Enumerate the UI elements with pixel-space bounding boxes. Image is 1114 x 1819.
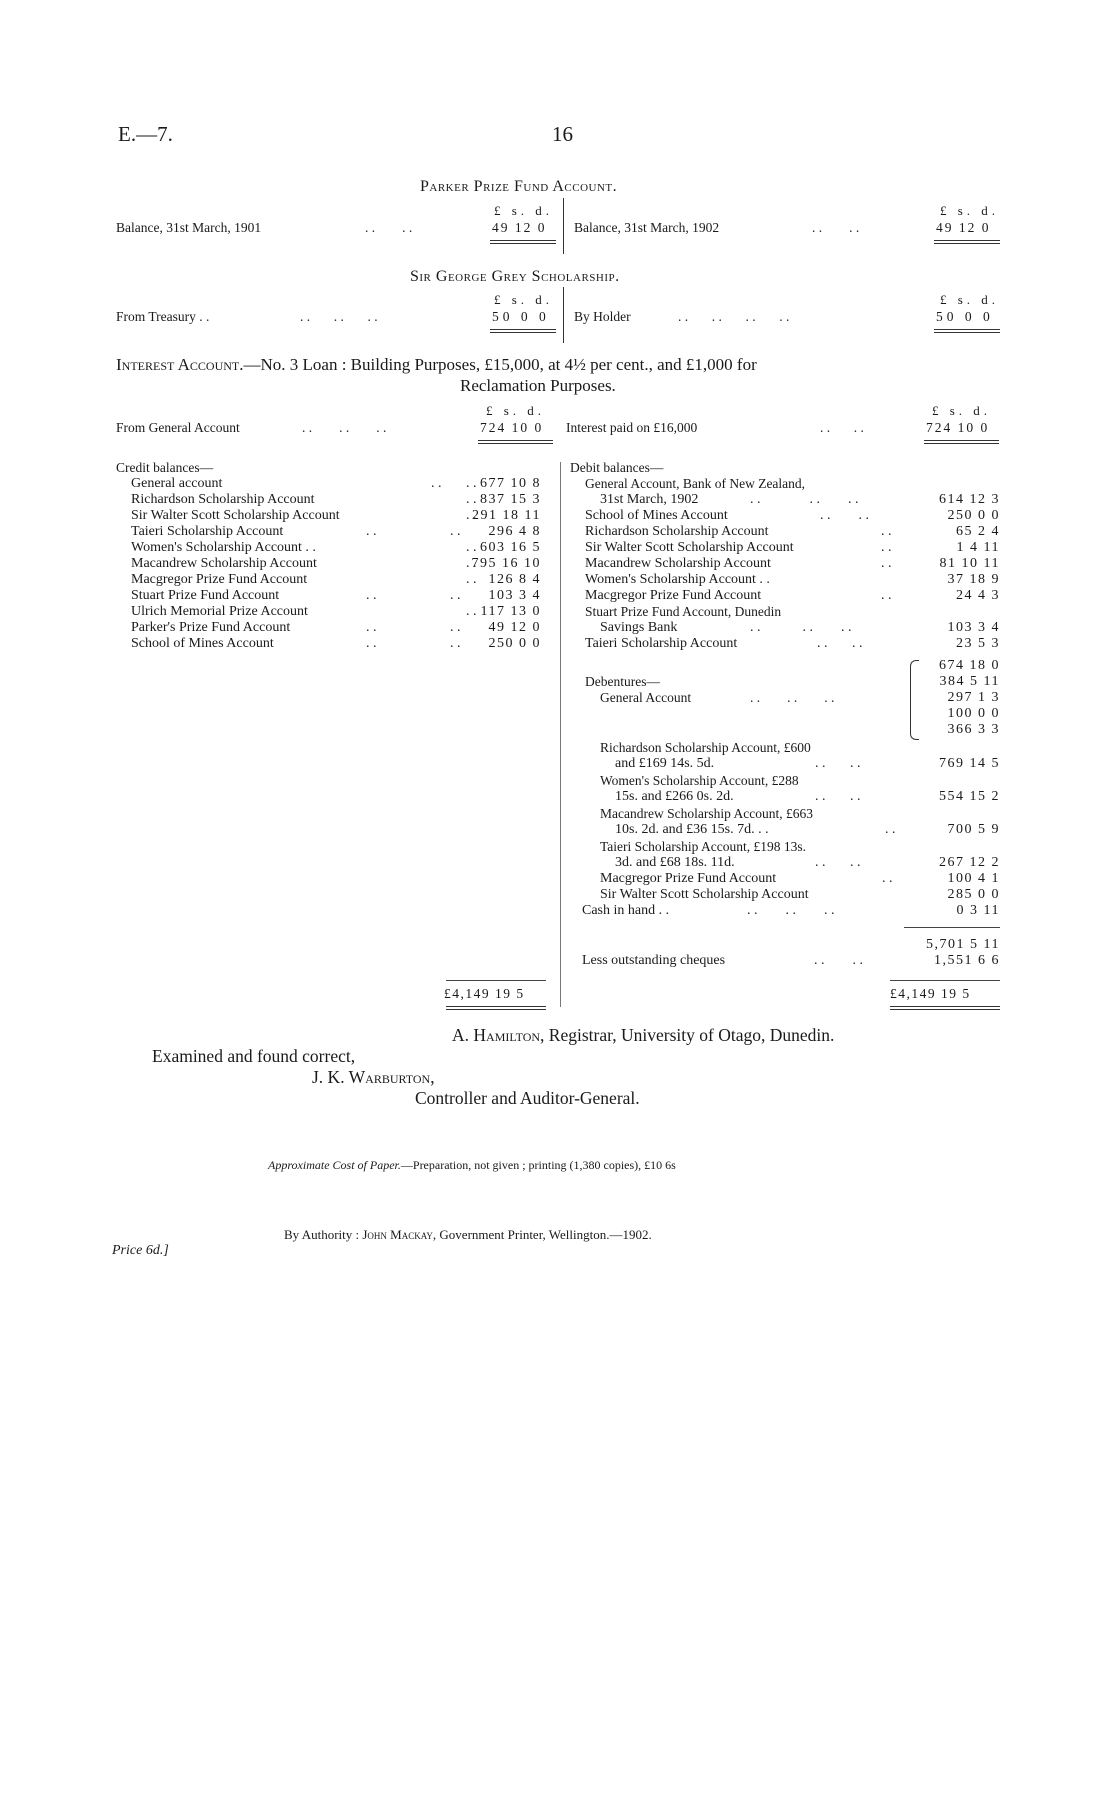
credit-label: Ulrich Memorial Prize Account	[131, 604, 308, 619]
debit-stuart-line2: Savings Bank	[600, 620, 678, 635]
credit-total-rule-bottom	[446, 1006, 546, 1010]
debit-label: Women's Scholarship Account . .	[585, 572, 770, 587]
cash-label: Cash in hand . .	[582, 903, 670, 918]
debit-leader: . . . .	[815, 789, 861, 804]
document-code: E.—7.	[118, 122, 173, 146]
debit-amount: 100 4 1	[947, 871, 1000, 886]
auditor-title: Controller and Auditor-General.	[415, 1088, 640, 1108]
debit-taieri-row	[585, 636, 1000, 652]
parker-left-label: Balance, 31st March, 1901	[116, 220, 262, 235]
credit-label: General account	[131, 476, 223, 491]
debit-total-rule-top	[890, 980, 1000, 981]
grey-left-rule	[490, 329, 556, 333]
grey-lsd-right: £ s. d.	[940, 292, 1000, 307]
interest-left-label: From General Account	[116, 420, 240, 435]
debit-amount: 267 12 2	[939, 855, 1000, 870]
credit-leader: . . . .	[366, 620, 461, 635]
taieri2-row	[615, 855, 1000, 871]
page-number: 16	[552, 122, 573, 146]
credit-amount: 117 13 0	[480, 604, 541, 619]
debentures-amount-row	[920, 722, 1000, 738]
credit-leader: . .	[431, 604, 477, 619]
authority-prefix: By Authority :	[284, 1227, 360, 1242]
credit-label: Macgregor Prize Fund Account	[131, 572, 308, 587]
cost-note	[268, 1158, 676, 1173]
debit-amount: 103 3 4	[947, 620, 1000, 635]
credit-amount: 291 18 11	[472, 508, 541, 523]
parker-left-leader: . . . .	[365, 220, 413, 235]
debentures-amount: 674 18 0	[939, 658, 1000, 673]
macandrew-line2: 10s. 2d. and £36 15s. 7d. . .	[615, 822, 769, 837]
credit-label: Women's Scholarship Account . .	[131, 540, 316, 555]
debit-stuart-line1: Stuart Prize Fund Account, Dunedin	[585, 604, 782, 619]
debit-stuart-row	[600, 620, 1000, 636]
interest-right-amount: 724 10 0	[926, 420, 990, 435]
debit-leader: . . . . . .	[747, 903, 835, 918]
credit-amount: 49 12 0	[488, 620, 541, 635]
debit-amount: 250 0 0	[947, 508, 1000, 523]
interest-left-amount: 724 10 0	[480, 420, 544, 435]
parker-right-label: Balance, 31st March, 1902	[574, 220, 720, 235]
interest-title-rest: —No. 3 Loan : Building Purposes, £15,000, at 4½ per cent., and £1,000 for	[243, 355, 757, 374]
debit-amount: 23 5 3	[956, 636, 1000, 651]
debentures-leader: . . . . . .	[750, 690, 835, 705]
credit-row	[131, 588, 541, 604]
credit-row	[131, 556, 541, 572]
debit-leader: . . . .	[817, 636, 863, 651]
credit-row	[131, 492, 541, 508]
credit-row	[131, 540, 541, 556]
parker-right-rule	[934, 240, 1000, 244]
cost-note-text: —Preparation, not given ; printing (1,380 copies), £10 6s	[400, 1158, 676, 1172]
debit-leader: . .	[881, 540, 892, 555]
debit-total: £4,149 19 5	[890, 986, 971, 1001]
credit-total-rule-top	[446, 980, 546, 981]
credit-leader: . .	[431, 556, 477, 571]
debentures-amount-row	[920, 674, 1000, 690]
credit-amount: 837 15 3	[480, 492, 541, 507]
debit-amount: 614 12 3	[939, 492, 1000, 507]
debit-label: Macgregor Prize Fund Account	[585, 588, 762, 603]
credit-label: Stuart Prize Fund Account	[131, 588, 280, 603]
grey-right-rule	[934, 329, 1000, 333]
parker-lsd-left: £ s. d.	[494, 203, 554, 218]
debit-leader: . . . .	[814, 953, 863, 968]
macgregor-row	[600, 871, 1000, 887]
credit-row	[131, 476, 541, 492]
debentures-amount: 297 1 3	[947, 690, 1000, 705]
debentures-amount: 100 0 0	[947, 706, 1000, 721]
interest-title-line2: Reclamation Purposes.	[460, 376, 616, 395]
less-label: Less outstanding cheques	[582, 953, 726, 968]
parker-right-amount: 49 12 0	[936, 220, 991, 235]
debit-leader: . . . . . .	[750, 492, 859, 507]
debit-amount: 0 3 11	[956, 903, 1000, 918]
credit-amount: 296 4 8	[488, 524, 541, 539]
debit-amount: 769 14 5	[939, 756, 1000, 771]
printer-authority	[284, 1227, 652, 1243]
grey-left-label: From Treasury . .	[116, 309, 210, 324]
macandrew-row	[615, 822, 1000, 838]
interest-title-sc: Interest Account.	[116, 355, 244, 374]
debit-leader: . .	[882, 871, 893, 886]
interest-lsd-right: £ s. d.	[932, 403, 992, 418]
parker-right-leader: . . . .	[812, 220, 860, 235]
debit-leader: . . . . . .	[750, 620, 852, 635]
interest-left-leader: . . . . . .	[302, 420, 387, 435]
interest-right-leader: . . . .	[820, 420, 864, 435]
scott-label: Sir Walter Scott Scholarship Account	[600, 887, 809, 902]
debit-amount: 81 10 11	[939, 556, 1000, 571]
debit-row	[585, 540, 1000, 556]
parker-left-amount: 49 12 0	[492, 220, 547, 235]
subtotal-row	[880, 937, 1000, 953]
debit-label: School of Mines Account	[585, 508, 728, 523]
grey-right-amount: 50 0 0	[936, 309, 994, 324]
credit-label: Richardson Scholarship Account	[131, 492, 315, 507]
debit-general-line2: 31st March, 1902	[600, 492, 699, 507]
credit-row	[131, 524, 541, 540]
debit-taieri-label: Taieri Scholarship Account	[585, 636, 738, 651]
parker-lsd-right: £ s. d.	[940, 203, 1000, 218]
credit-leader: . .	[431, 540, 477, 555]
credit-row	[131, 620, 541, 636]
debit-amount: 24 4 3	[956, 588, 1000, 603]
credit-label: Macandrew Scholarship Account	[131, 556, 317, 571]
debit-row	[585, 588, 1000, 604]
credit-leader: . .	[431, 572, 477, 587]
debit-amount: 554 15 2	[939, 789, 1000, 804]
grey-left-amount: 50 0 0	[492, 309, 550, 324]
richardson-line1: Richardson Scholarship Account, £600	[600, 740, 811, 755]
credit-row	[131, 604, 541, 620]
macgregor-label: Macgregor Prize Fund Account	[600, 871, 777, 886]
credit-amount: 126 8 4	[488, 572, 541, 587]
credit-label: Taieri Scholarship Account	[131, 524, 284, 539]
debit-general-line1: General Account, Bank of New Zealand,	[585, 476, 806, 491]
debit-leader: . .	[881, 556, 892, 571]
grey-lsd-left: £ s. d.	[494, 292, 554, 307]
debit-subtotal-rule	[904, 927, 1000, 928]
grey-left-leader: . . . . . .	[300, 309, 378, 324]
credit-label: Sir Walter Scott Scholarship Account	[131, 508, 340, 523]
credit-heading: Credit balances—	[116, 460, 214, 475]
womens-line1: Women's Scholarship Account, £288	[600, 773, 799, 788]
debit-row	[585, 524, 1000, 540]
registrar-name: A. Hamilton,	[452, 1025, 545, 1045]
debit-amount: 37 18 9	[947, 572, 1000, 587]
parker-title: Parker Prize Fund Account.	[420, 178, 618, 195]
credit-amount: 677 10 8	[480, 476, 541, 491]
printer-name: John Mackay,	[362, 1227, 437, 1242]
interest-right-rule	[924, 440, 999, 444]
debit-general-row	[600, 492, 1000, 508]
interest-left-rule	[478, 440, 553, 444]
registrar-signature	[452, 1025, 834, 1046]
grey-right-label: By Holder	[574, 309, 631, 324]
credit-label: School of Mines Account	[131, 636, 274, 651]
credit-leader: . . . .	[366, 636, 461, 651]
debentures-brace	[910, 660, 919, 740]
registrar-title: Registrar, University of Otago, Dunedin.	[548, 1025, 835, 1045]
credit-leader: . . . .	[366, 588, 461, 603]
credit-leader: . .	[431, 492, 477, 507]
debentures-amount-row	[920, 658, 1000, 674]
debit-subtotal: 5,701 5 11	[926, 937, 1000, 952]
debit-heading: Debit balances—	[570, 460, 664, 475]
debit-row	[585, 508, 1000, 524]
credit-row	[131, 572, 541, 588]
credit-amount: 103 3 4	[488, 588, 541, 603]
debit-amount: 700 5 9	[947, 822, 1000, 837]
credit-label: Parker's Prize Fund Account	[131, 620, 291, 635]
examined-text: Examined and found correct,	[152, 1046, 356, 1066]
interest-lsd-left: £ s. d.	[486, 403, 546, 418]
interest-right-label: Interest paid on £16,000	[566, 420, 698, 435]
debit-leader: . .	[885, 822, 896, 837]
debit-leader: . .	[881, 588, 892, 603]
debentures-amount: 384 5 11	[939, 674, 1000, 689]
taieri2-line2: 3d. and £68 18s. 11d.	[615, 855, 735, 870]
price-note: Price 6d.]	[112, 1243, 169, 1258]
debit-row	[585, 572, 1000, 588]
credit-total: £4,149 19 5	[444, 986, 525, 1001]
debit-amount: 285 0 0	[947, 887, 1000, 902]
debit-leader: . . . .	[815, 855, 861, 870]
parker-divider	[563, 198, 564, 254]
debentures-heading: Debentures—	[585, 674, 660, 689]
debit-amount: 1 4 11	[956, 540, 1000, 555]
debentures-amount-row	[920, 706, 1000, 722]
debit-label: Sir Walter Scott Scholarship Account	[585, 540, 794, 555]
womens-row	[615, 789, 1000, 805]
debentures-general-label: General Account	[600, 690, 692, 705]
cost-note-label: Approximate Cost of Paper.	[268, 1158, 401, 1172]
credit-leader: . . . .	[431, 476, 477, 491]
grey-title: Sir George Grey Scholarship.	[410, 268, 620, 285]
printer-detail: Government Printer, Wellington.—1902.	[439, 1227, 652, 1242]
macandrew-line1: Macandrew Scholarship Account, £663	[600, 806, 813, 821]
credit-amount: 603 16 5	[480, 540, 541, 555]
grey-right-leader: . . . . . . . .	[678, 309, 790, 324]
debentures-amount: 366 3 3	[947, 722, 1000, 737]
credit-amount: 250 0 0	[488, 636, 541, 651]
credit-leader: . .	[431, 508, 477, 523]
credit-amount: 795 16 10	[471, 556, 541, 571]
debit-total-rule-bottom	[890, 1006, 1000, 1010]
parker-left-rule	[490, 240, 556, 244]
debit-label: Richardson Scholarship Account	[585, 524, 769, 539]
less-row	[582, 953, 1000, 969]
auditor-name: J. K. Warburton,	[312, 1067, 435, 1087]
debit-row	[585, 556, 1000, 572]
balances-divider	[560, 462, 561, 1007]
taieri2-line1: Taieri Scholarship Account, £198 13s.	[600, 839, 807, 854]
debit-leader: . . . .	[820, 508, 869, 523]
grey-divider	[563, 287, 564, 343]
debit-leader: . .	[881, 524, 892, 539]
interest-title	[116, 355, 757, 375]
debentures-amount-row	[920, 690, 1000, 706]
debit-leader: . . . .	[815, 756, 861, 771]
richardson-line2: and £169 14s. 5d.	[615, 756, 715, 771]
scott-row	[600, 887, 1000, 903]
credit-row	[131, 636, 541, 652]
cash-row	[582, 903, 1000, 919]
credit-row	[131, 508, 541, 524]
debit-amount: 65 2 4	[956, 524, 1000, 539]
credit-leader: . . . .	[366, 524, 461, 539]
richardson-row	[615, 756, 1000, 772]
debit-label: Macandrew Scholarship Account	[585, 556, 771, 571]
debit-amount: 1,551 6 6	[934, 953, 1000, 968]
womens-line2: 15s. and £266 0s. 2d.	[615, 789, 734, 804]
